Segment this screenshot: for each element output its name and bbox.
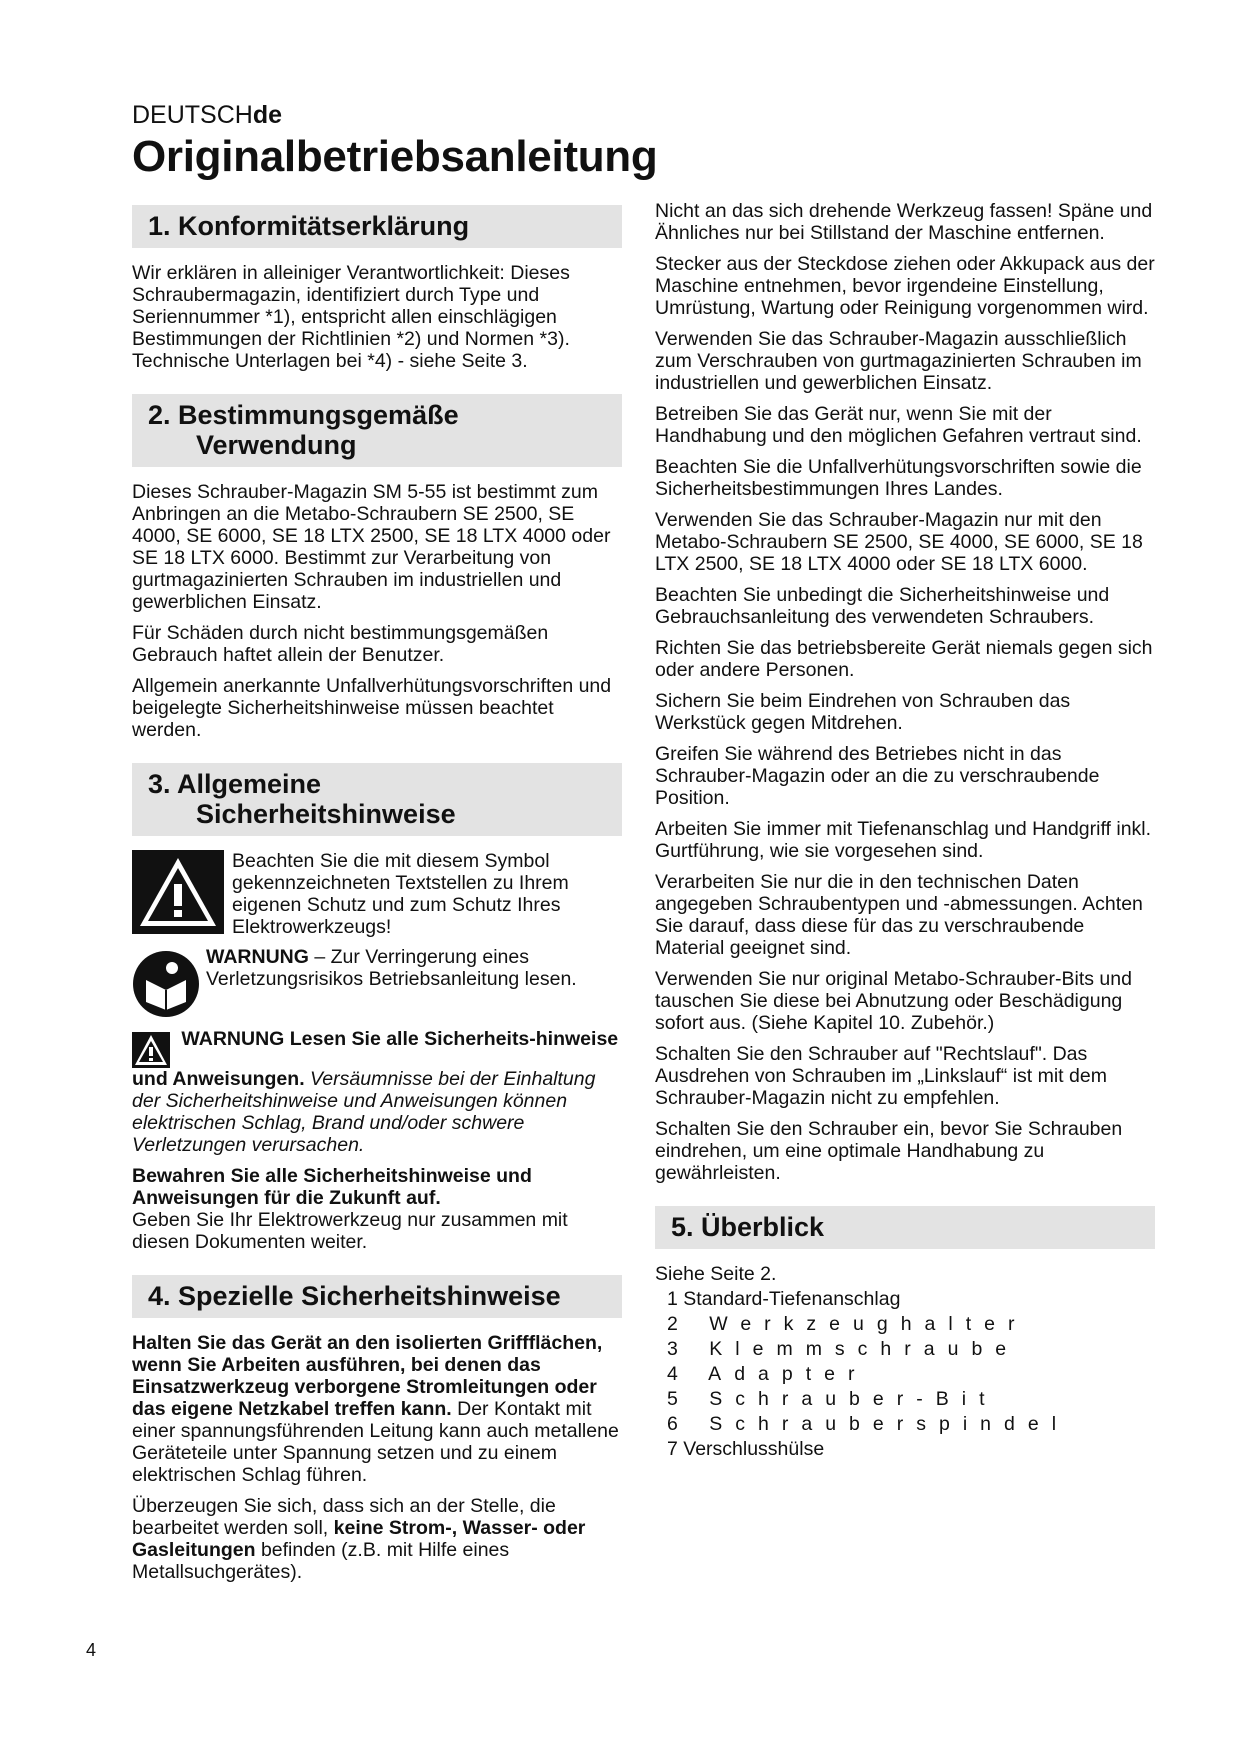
keep-instructions-text: Geben Sie Ihr Elektrowerkzeug nur zusammen mit diesen Dokumenten weiter. [132,1209,568,1253]
right-paragraph-8: Richten Sie das betriebsbereite Gerät niemals gegen sich oder andere Personen. [655,637,1153,681]
right-paragraph-6: Verwenden Sie das Schrauber-Magazin nur mit den Metabo-Schraubern SE 2500, SE 4000, SE 6000, SE 18 LTX 2500, SE 18 LTX 4000 oder SE 18 LTX 6000. [655,509,1143,575]
section-2-paragraph-2: Für Schäden durch nicht bestimmungsgemäßen Gebrauch haftet allein der Benutzer. [132,622,549,666]
keep-instructions-bold-text: Bewahren Sie alle Sicherheitshinweise und Anweisungen für die Zukunft auf. [132,1165,532,1209]
language-label [132,101,282,129]
section-3-title-line2: Sicherheitshinweise [196,799,456,829]
right-paragraph-10: Greifen Sie während des Betriebes nicht in das Schrauber-Magazin oder an die zu verschraubende Position. [655,743,1100,809]
section-5-heading: 5. Überblick [655,1206,1155,1249]
page-number: 4 [86,1640,97,1660]
section-1-text: Wir erklären in alleiniger Verantwortlichkeit: Dieses Schraubermagazin, identifiziert durch Type und Seriennummer *1), entspricht allen einschlägigen Bestimmungen der Richtlinien *2) und Normen *3). Technische Unterlagen bei *4) - siehe Seite 3. [132,262,570,372]
section-3-title-line1: 3. Allgemeine [148,769,322,799]
list-item: 6 Schrauberspindel [667,1413,1070,1435]
section-2-title-line2: Verwendung [196,430,357,460]
right-paragraph-4: Betreiben Sie das Gerät nur, wenn Sie mit der Handhabung und den möglichen Gefahren vertraut sind. [655,403,1142,447]
general-warning-italic: Versäumnisse bei der Einhaltung der Sicherheitshinweise und Anweisungen können elektrischen Schlag, Brand und/oder schwere Verletzungen verursachen. [132,1068,596,1156]
right-paragraph-7: Beachten Sie unbedingt die Sicherheitshinweise und Gebrauchsanleitung des verwendeten Schraubers. [655,584,1110,628]
language-code: de [252,101,283,129]
right-paragraph-14: Schalten Sie den Schrauber auf "Rechtslauf". Das Ausdrehen von Schrauben im „Linkslauf“ ist mit dem Schrauber-Magazin nicht zu empfehlen. [655,1043,1107,1109]
read-manual-icon [132,950,200,1018]
right-paragraph-11: Arbeiten Sie immer mit Tiefenanschlag und Handgriff inkl. Gurtführung, wie sie vorgesehen sind. [655,818,1152,862]
symbol-explanation-text: Beachten Sie die mit diesem Symbol gekennzeichneten Textstellen zu Ihrem eigenen Schutz und zum Schutz Ihres Elektrowerkzeugs! [232,850,569,938]
general-warning-text [132,1028,622,1156]
list-item: 3 Klemmschraube [667,1338,1020,1360]
list-item: 7 Verschlusshülse [667,1438,825,1460]
section-4-bold-text: Halten Sie das Gerät an den isolierten Griffflächen, wenn Sie Arbeiten ausführen, bei denen das Einsatzwerkzeug verborgene Stromleitungen oder das eigene Netzkabel treffen kann. [132,1332,603,1420]
section-4-p2-bold: keine Strom-, Wasser- oder Gasleitungen [132,1517,586,1561]
keep-instructions-bold [132,1165,622,1209]
right-paragraph-3: Verwenden Sie das Schrauber-Magazin ausschließlich zum Verschrauben von gurtmagazinierten Schrauben im industriellen und gewerblichen Einsatz. [655,328,1142,394]
section-2-paragraph-3: Allgemein anerkannte Unfallverhütungsvorschriften und beigelegte Sicherheitshinweise müssen beachtet werden. [132,675,612,741]
read-manual-text [206,946,622,1018]
right-paragraph-13: Verwenden Sie nur original Metabo-Schrauber-Bits und tauschen Sie diese bei Abnutzung oder Beschädigung sofort aus. (Siehe Kapitel 10. Zubehör.) [655,968,1132,1034]
section-2-title-line1: 2. Bestimmungsgemäße [148,400,459,430]
left-column [132,205,622,1592]
right-paragraph-5: Beachten Sie die Unfallverhütungsvorschriften sowie die Sicherheitsbestimmungen Ihres Landes. [655,456,1142,500]
right-paragraph-12: Verarbeiten Sie nur die in den technischen Daten angegeben Schraubentypen und -abmessungen. Achten Sie darauf, dass diese für das zu verschraubende Material geeignet sind. [655,871,1143,959]
section-1-heading: 1. Konformitätserklärung [132,205,622,248]
read-manual-row [132,946,622,1018]
small-warning-triangle-icon [132,1032,170,1068]
parts-list [655,1287,1155,1462]
page-title: Originalbetriebsanleitung [132,132,658,181]
right-paragraph-9: Sichern Sie beim Eindrehen von Schrauben das Werkstück gegen Mitdrehen. [655,690,1071,734]
right-paragraph-1: Nicht an das sich drehende Werkzeug fassen! Späne und Ähnliches nur bei Stillstand der Maschine entfernen. [655,200,1153,244]
language-prefix: DEUTSCH [132,101,253,129]
section-4-p2-start: Überzeugen Sie sich, dass sich an der Stelle, die bearbeitet werden soll, [132,1495,556,1539]
list-item: 1 Standard-Tiefenanschlag [667,1288,901,1310]
general-warning-bold: WARNUNG Lesen Sie alle Sicherheits-hinweise und Anweisungen. [132,1028,619,1090]
section-4-text: Der Kontakt mit einer spannungsführenden Leitung kann auch metallene Geräteteile unter Spannung setzen und zu einem elektrischen Schlag führen. [132,1398,619,1486]
warning-symbol-row [132,850,622,938]
section-4-p2-end: befinden (z.B. mit Hilfe eines Metallsuchgerätes). [132,1539,510,1583]
section-4-paragraph-1 [132,1332,622,1486]
section-4-heading: 4. Spezielle Sicherheitshinweise [132,1275,622,1318]
general-warning-block [132,1028,622,1253]
list-item: 4 Adapter [667,1363,868,1385]
warning-label: WARNUNG [206,946,309,968]
section-2-heading [132,394,622,467]
warning-triangle-icon [132,850,224,934]
section-2-paragraph-1: Dieses Schrauber-Magazin SM 5-55 ist bestimmt zum Anbringen an die Metabo-Schraubern SE 2500, SE 4000, SE 6000, SE 18 LTX 2500, SE 18 LTX 4000 oder SE 18 LTX 6000. Bestimmt zur Verarbeitung von gurtmagazinierten Schrauben im industriellen und gewerblichen Einsatz. [132,481,611,613]
right-paragraph-15: Schalten Sie den Schrauber ein, bevor Sie Schrauben eindrehen, um eine optimale Handhabung zu gewährleisten. [655,1118,1123,1184]
section-5-intro: Siehe Seite 2. [655,1263,777,1285]
right-column [655,200,1155,1462]
list-item: 5 Schrauber-Bit [667,1388,998,1410]
list-item: 2 Werkzeughalter [667,1313,1028,1335]
section-3-heading [132,763,622,836]
read-manual-sentence: – Zur Verringerung eines Verletzungsrisikos Betriebsanleitung lesen. [206,946,577,990]
right-paragraph-2: Stecker aus der Steckdose ziehen oder Akkupack aus der Maschine entnehmen, bevor irgendeine Einstellung, Umrüstung, Wartung oder Reinigung vorgenommen wird. [655,253,1155,319]
section-4-paragraph-2 [132,1495,622,1583]
language-header [132,100,282,130]
